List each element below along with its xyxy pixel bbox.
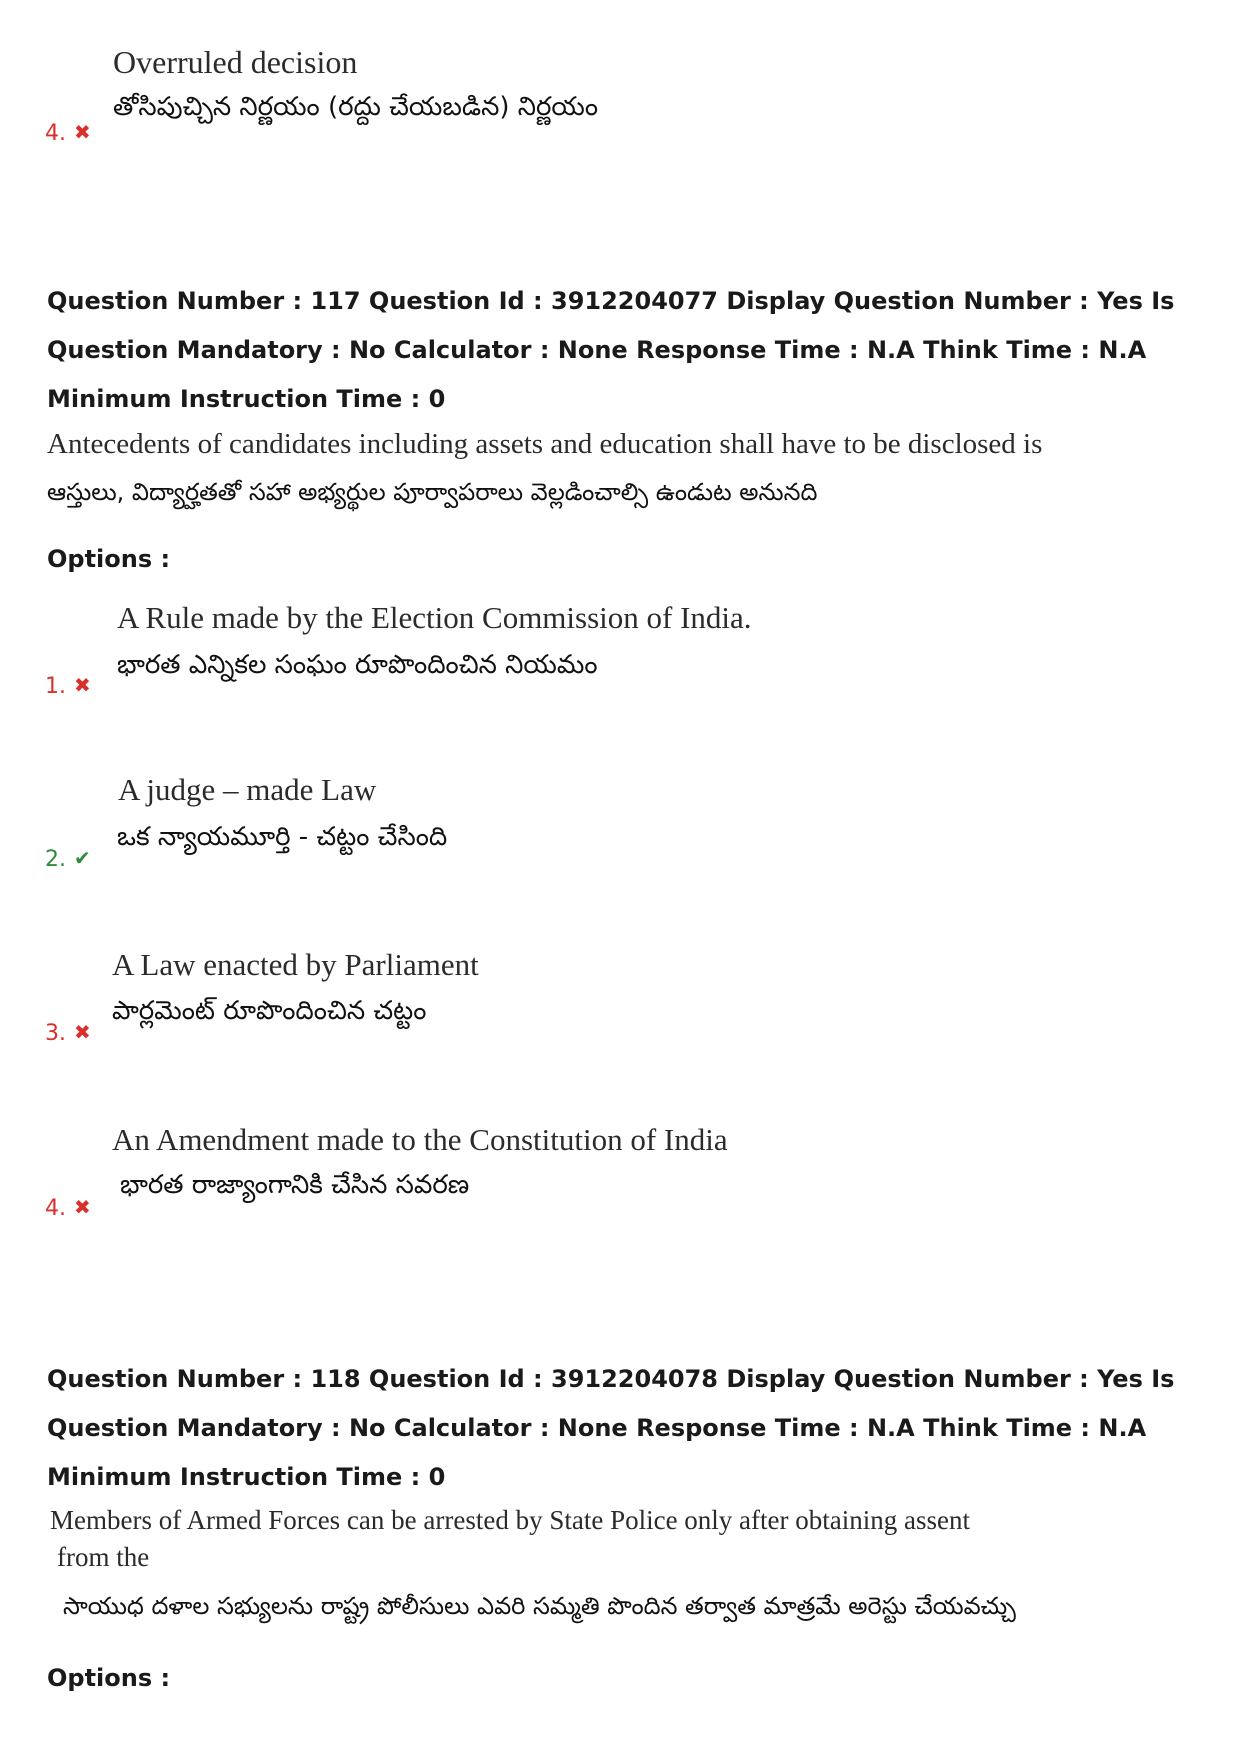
q117-option-1-marker (45, 673, 91, 699)
cross-icon: ✖ (74, 673, 91, 697)
prev-option-4-number: 4. (45, 121, 66, 146)
cross-icon: ✖ (74, 120, 91, 144)
question-118-meta: Question Number : 118 Question Id : 3912204078 Display Question Number : Yes Is Question Mandatory : No Calculator : None Response Time : N.A Think Time : N.A Minimum Instruction Time : 0 (47, 1365, 1175, 1491)
prev-option-4-english: Overruled decision (113, 44, 358, 80)
question-118-text-english-line1: Members of Armed Forces can be arrested by State Police only after obtaining assent (50, 1505, 970, 1535)
check-icon: ✔ (74, 846, 91, 870)
prev-option-4-marker (45, 120, 91, 146)
q117-option-3-marker (45, 1020, 91, 1046)
q117-option-4-english: An Amendment made to the Constitution of India (112, 1122, 728, 1157)
q117-option-4-telugu: భారత రాజ్యాంగానికి చేసిన సవరణ (120, 1170, 470, 1200)
question-117-text-telugu: ఆస్తులు, విద్యార్హతతో సహా అభ్యర్థుల పూర్వాపరాలు వెల్లడించాల్సి ఉండుట అనునది (47, 478, 818, 506)
q117-option-2-telugu: ఒక న్యాయమూర్తి - చట్టం చేసింది (117, 822, 448, 852)
q117-option-1-english: A Rule made by the Election Commission of India. (117, 600, 752, 635)
q117-option-2-english: A judge – made Law (118, 772, 377, 807)
q117-option-1-telugu: భారత ఎన్నికల సంఘం రూపొందించిన నియమం (117, 650, 598, 680)
q117-option-4-number: 4. (45, 1196, 66, 1221)
q117-option-2-marker (45, 846, 91, 872)
q117-option-3-english: A Law enacted by Parliament (112, 947, 479, 982)
q117-option-3-number: 3. (45, 1021, 66, 1046)
prev-option-4-telugu: తోసిపుచ్చిన నిర్ణయం (రద్దు చేయబడిన) నిర్ణయం (113, 92, 599, 122)
question-118-options-label: Options : (47, 1664, 171, 1692)
question-117-text-english: Antecedents of candidates including assets and education shall have to be disclosed is (47, 428, 1043, 460)
cross-icon: ✖ (74, 1020, 91, 1044)
question-117-options-label: Options : (47, 545, 171, 573)
question-118-text-telugu: సాయుధ దళాల సభ్యులను రాష్ట్ర పోలీసులు ఎవరి సమ్మతి పొందిన తర్వాత మాత్రమే అరెస్టు చేయవచ్చు (63, 1592, 1016, 1620)
q117-option-2-number: 2. (45, 847, 66, 872)
q117-option-1-number: 1. (45, 674, 66, 699)
question-118-text-english-line2: from the (57, 1542, 150, 1572)
q117-option-3-telugu: పార్లమెంట్ రూపొందించిన చట్టం (112, 996, 427, 1026)
q117-option-4-marker (45, 1195, 91, 1221)
cross-icon: ✖ (74, 1195, 91, 1219)
question-117-meta: Question Number : 117 Question Id : 3912204077 Display Question Number : Yes Is Question Mandatory : No Calculator : None Response Time : N.A Think Time : N.A Minimum Instruction Time : 0 (47, 287, 1175, 413)
